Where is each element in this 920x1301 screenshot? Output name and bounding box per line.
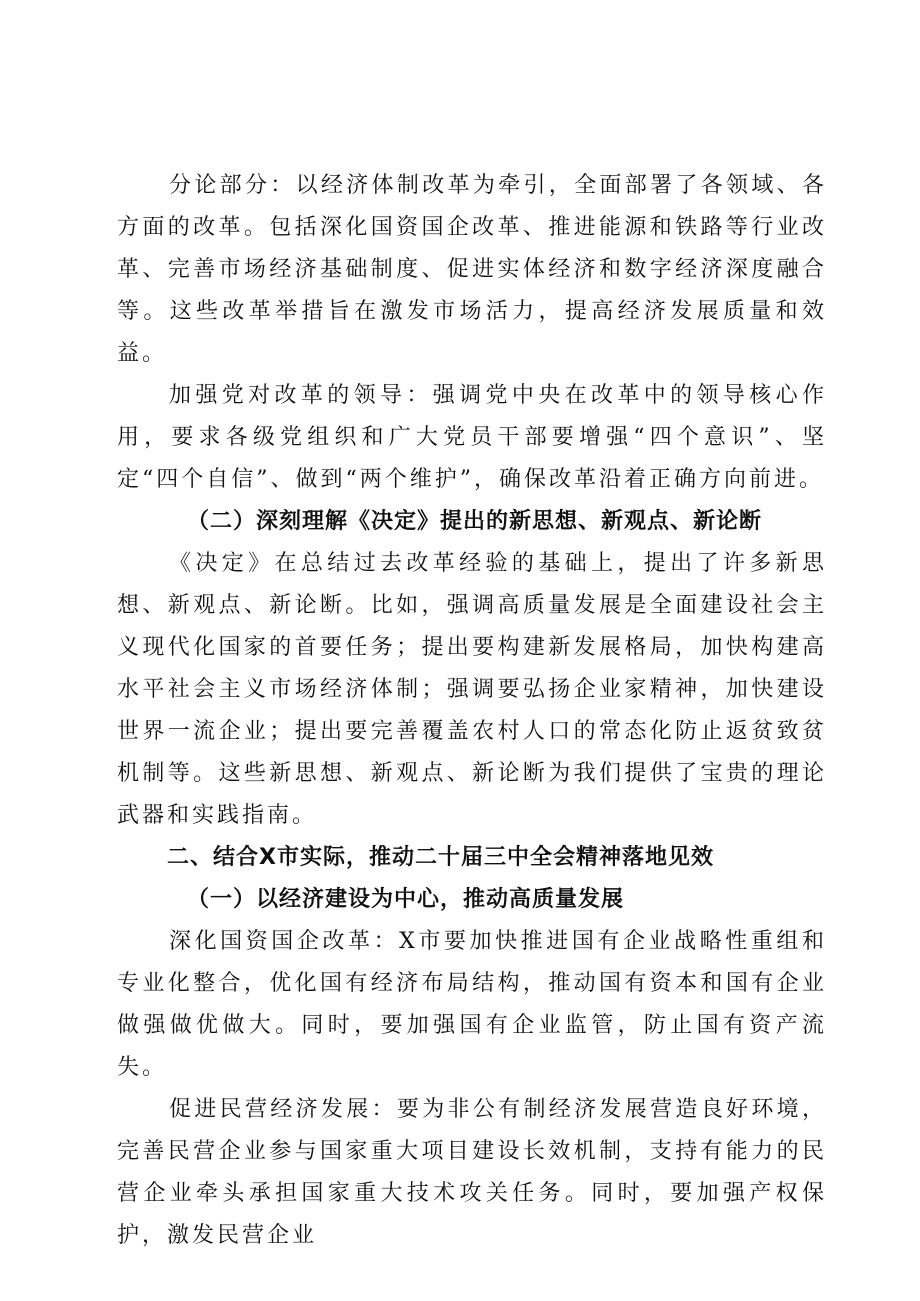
paragraph-soe-reform: 深化国资国企改革：X市要加快推进国有企业战略性重组和专业化整合，优化国有经济布局结构，推动国有资本和国有企业做强做优做大。同时，要加强国有企业监管，防止国有资产流失。	[117, 929, 827, 1080]
document-body	[117, 165, 827, 1257]
section-heading-economic-construction: （一）以经济建设为中心，推动高质量发展	[187, 887, 625, 912]
paragraph-sub-reforms: 分论部分：以经济体制改革为牵引，全面部署了各领域、各方面的改革。包括深化国资国企改革、推进能源和铁路等行业改革、完善市场经济基础制度、促进实体经济和数字经济深度融合等。这些改革举措旨在激发市场活力，提高经济发展质量和效益。	[117, 173, 827, 366]
paragraph-new-ideas: 《决定》在总结过去改革经验的基础上，提出了许多新思想、新观点、新论断。比如，强调高质量发展是全面建设社会主义现代化国家的首要任务；提出要构建新发展格局，加快构建高水平社会主义市场经济体制；强调要弘扬企业家精神，加快建设世界一流企业；提出要完善覆盖农村人口的常态化防止返贫致贫机制等。这些新思想、新观点、新论断为我们提供了宝贵的理论武器和实践指南。	[117, 551, 827, 828]
section-heading-understand-decision: （二）深刻理解《决定》提出的新思想、新观点、新论断	[187, 509, 763, 534]
section-heading-x-city: 二、结合X市实际，推动二十届三中全会精神落地见效	[167, 845, 714, 870]
paragraph-private-economy: 促进民营经济发展：要为非公有制经济发展营造良好环境，完善民营企业参与国家重大项目建设长效机制，支持有能力的民营企业牵头承担国家重大技术攻关任务。同时，要加强产权保护，激发民营企业	[117, 1097, 827, 1248]
paragraph-party-leadership: 加强党对改革的领导：强调党中央在改革中的领导核心作用，要求各级党组织和广大党员干部要增强“四个意识”、坚定“四个自信”、做到“两个维护”，确保改革沿着正确方向前进。	[117, 383, 827, 492]
